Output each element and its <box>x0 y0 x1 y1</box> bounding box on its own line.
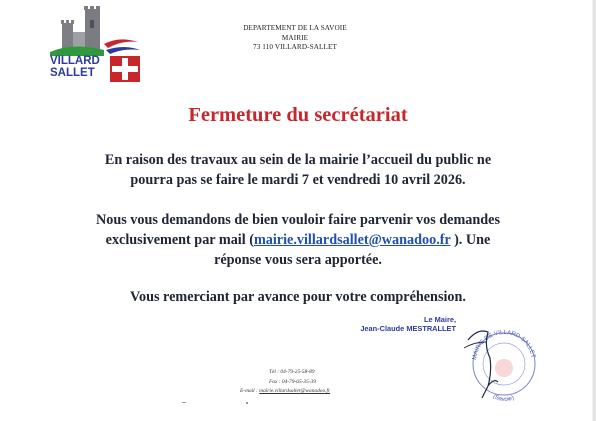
stamp-text-top: MAIRIE DE VILLARD-SALLET <box>472 329 536 361</box>
footer-email-label: E-mail : <box>240 388 260 394</box>
footer-phone: Tél : 04-79-25-58-89 <box>269 369 315 375</box>
paragraph-closure-reason <box>0 150 596 190</box>
stamp-emblem <box>495 359 513 377</box>
notice-title: Fermeture du secrétariat <box>188 104 408 126</box>
village-logo <box>48 6 143 86</box>
scan-mark <box>246 402 248 404</box>
mairie-stamp <box>438 312 548 404</box>
header-address: 73 110 VILLARD-SALLET <box>253 43 337 52</box>
paragraph-line: Vous remerciant par avance pour votre compréhension. <box>130 289 466 305</box>
header-mairie: MAIRIE <box>281 33 309 42</box>
signature-role: Le Maire, <box>423 315 456 324</box>
paragraph-line: pourra pas se faire le mardi 7 et vendredi 10 avril 2026. <box>130 172 466 188</box>
paragraph-line: En raison des travaux au sein de la mairie l’accueil du public ne <box>104 152 492 168</box>
footer-fax: Fax : 04-79-65-35-39 <box>269 378 317 385</box>
paragraph-line <box>0 230 596 250</box>
paragraph-contact-request <box>0 210 596 270</box>
scan-mark <box>182 402 186 403</box>
letterhead <box>220 24 370 53</box>
paragraph-thanks <box>0 287 596 307</box>
logo-text-line1: VILLARD <box>50 55 100 67</box>
text-before-email: exclusivement par mail ( <box>105 232 254 248</box>
header-department: DEPARTEMENT DE LA SAVOIE <box>243 24 347 32</box>
signature-name: Jean-Claude MESTRALLET <box>360 324 456 334</box>
footer-email-row <box>240 387 380 397</box>
text-after-email: ). Une <box>450 232 491 248</box>
logo-text-line2: SALLET <box>50 67 95 79</box>
logo-right-tower <box>85 9 100 53</box>
paragraph-line: Nous vous demandons de bien vouloir faire parvenir vos demandes <box>95 212 500 228</box>
stamp-text-bottom: (Savoie) <box>491 393 516 403</box>
footer-email-link[interactable]: mairie.villardsallet@wanadoo.fr <box>259 388 331 394</box>
email-link[interactable]: mairie.villardsallet@wanadoo.fr <box>253 232 451 248</box>
contact-footer <box>236 368 376 397</box>
paragraph-line: réponse vous sera apportée. <box>214 252 382 268</box>
